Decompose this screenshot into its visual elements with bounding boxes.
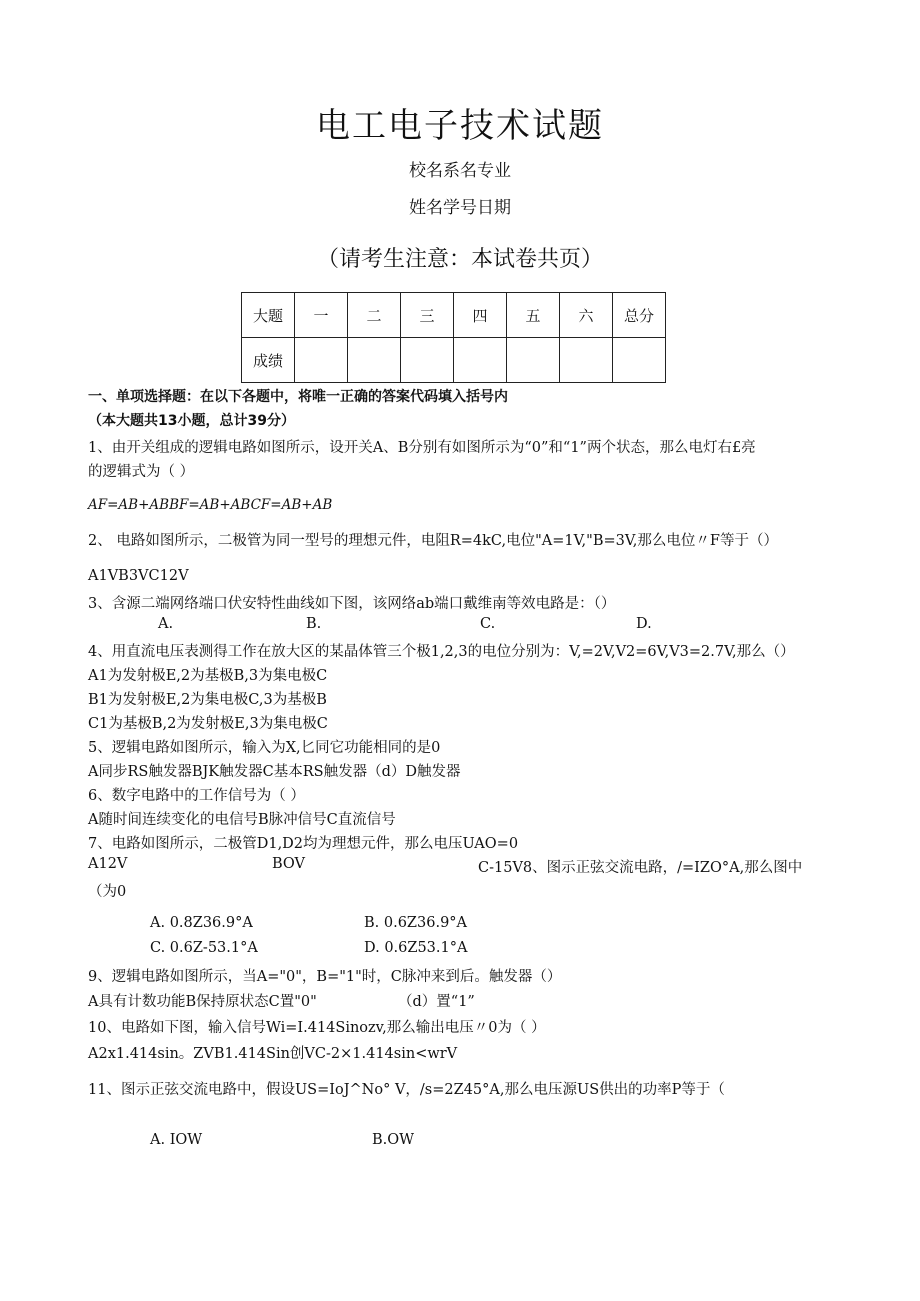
question-8-cont: （为0	[88, 884, 127, 900]
question-10-options: A2x1.414sin。ZVB1.414Sin创VC-2×1.414sin<wrV	[88, 1046, 458, 1062]
score-cell: 总分	[613, 293, 666, 338]
score-table-grade-row	[242, 338, 666, 383]
question-2: 2、 电路如图所示，二极管为同一型号的理想元件，电阻R=4kC,电位"A=1V,"B=3V,那么电位〃F等于（）	[88, 533, 778, 549]
score-cell: 二	[348, 293, 401, 338]
student-line: 姓名学号日期	[409, 198, 511, 218]
question-2-options: A1VB3VC12V	[88, 568, 189, 584]
question-3-option-d: D.	[636, 616, 652, 632]
question-8: C-15V8、图示正弦交流电路，/=IZO°A,那么图中	[478, 860, 803, 876]
question-9: 9、逻辑电路如图所示，当A="0"，B="1"时，C脉冲来到后。触发器（）	[88, 969, 562, 985]
score-input-cell[interactable]	[507, 338, 560, 383]
score-input-cell[interactable]	[348, 338, 401, 383]
page-notice: （请考生注意：本试卷共页）	[316, 247, 603, 272]
question-9-option-d: （d）置“1”	[398, 994, 475, 1010]
question-3-option-b: B.	[306, 616, 322, 632]
score-input-cell[interactable]	[295, 338, 348, 383]
question-5-options: A同步RS触发器BJK触发器C基本RS触发器（d）D触发器	[88, 764, 461, 780]
score-cell: 六	[560, 293, 613, 338]
question-3-option-a: A.	[158, 616, 174, 632]
question-4-option-c: C1为基极B,2为发射极E,3为集电极C	[88, 716, 328, 732]
score-input-cell[interactable]	[401, 338, 454, 383]
question-7: 7、电路如图所示，二极管D1,D2均为理想元件，那么电压UAO=0	[88, 836, 519, 852]
question-3: 3、含源二端网络端口伏安特性曲线如下图，该网络ab端口戴维南等效电路是：（）	[88, 596, 616, 612]
score-input-cell[interactable]	[560, 338, 613, 383]
school-line: 校名系名专业	[409, 161, 511, 181]
question-8-option-c: C. 0.6Z-53.1°A	[150, 940, 258, 956]
question-1-options: AF=AB+ABBF=AB+ABCF=AB+AB	[88, 497, 333, 513]
question-1-cont: 的逻辑式为（ ）	[88, 464, 195, 480]
question-11-option-a: A. IOW	[150, 1132, 203, 1148]
section-heading: 一、单项选择题：在以下各题中，将唯一正确的答案代码填入括号内	[88, 389, 508, 405]
section-note: （本大题共13小题，总计39分）	[88, 413, 295, 429]
question-7-option-a: A12V	[88, 856, 128, 872]
score-cell: 成绩	[242, 338, 295, 383]
score-input-cell[interactable]	[454, 338, 507, 383]
question-10: 10、电路如下图，输入信号Wi=I.414Sinozv,那么输出电压〃0为（ ）	[88, 1020, 546, 1036]
score-cell: 大题	[242, 293, 295, 338]
question-8-option-b: B. 0.6Z36.9°A	[364, 915, 468, 931]
score-cell: 三	[401, 293, 454, 338]
question-5: 5、逻辑电路如图所示，输入为X,匕同它功能相同的是0	[88, 740, 441, 756]
score-cell: 五	[507, 293, 560, 338]
question-8-option-a: A. 0.8Z36.9°A	[150, 915, 253, 931]
score-input-cell[interactable]	[613, 338, 666, 383]
question-4: 4、用直流电压表测得工作在放大区的某晶体管三个极1,2,3的电位分别为：V,=2V,V2=6V,V3=2.7V,那么（）	[88, 644, 795, 660]
question-7-option-b: BOV	[272, 856, 306, 872]
score-table-header-row	[242, 293, 666, 338]
question-6-options: A随时间连续变化的电信号B脉冲信号C直流信号	[88, 812, 396, 828]
score-cell: 一	[295, 293, 348, 338]
question-6: 6、数字电路中的工作信号为（ ）	[88, 788, 305, 804]
question-4-option-a: A1为发射极E,2为基极B,3为集电极C	[88, 668, 328, 684]
question-4-option-b: B1为发射极E,2为集电极C,3为基极B	[88, 692, 327, 708]
question-9-options: A具有计数功能B保持原状态C置"0"	[88, 994, 317, 1010]
question-11-option-b: B.OW	[372, 1132, 415, 1148]
score-cell: 四	[454, 293, 507, 338]
question-3-option-c: C.	[480, 616, 496, 632]
question-11: 11、图示正弦交流电路中，假设US=IoJ^No° V，/s=2Z45°A,那么电压源US供出的功率P等于（	[88, 1082, 725, 1098]
question-8-option-d: D. 0.6Z53.1°A	[364, 940, 468, 956]
page-title: 电工电子技术试题	[316, 106, 604, 146]
question-1: 1、由开关组成的逻辑电路如图所示，设开关A、B分别有如图所示为“0”和“1”两个状态，那么电灯右£亮	[88, 440, 756, 456]
score-table	[241, 292, 666, 383]
